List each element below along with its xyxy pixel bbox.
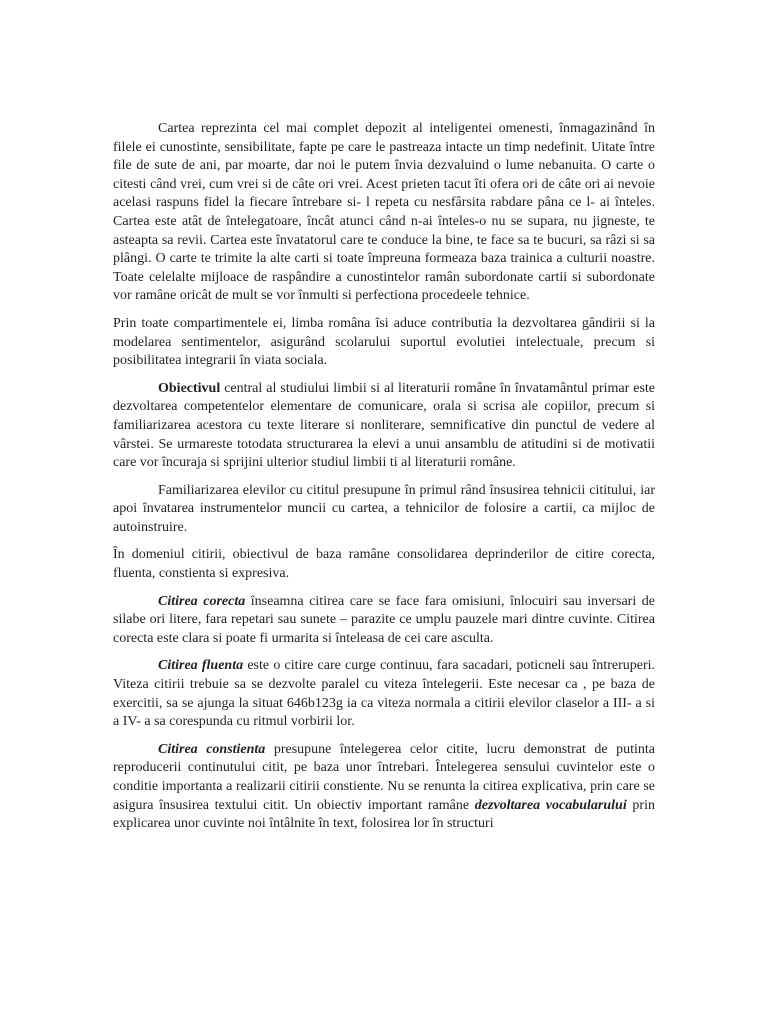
paragraph [113, 593, 655, 649]
text-segment: Citirea corecta [158, 593, 246, 609]
text-segment: În domeniul citirii, obiectivul de baza ramâne consolidarea deprinderilor de citire corecta, fluenta, constienta si expresiva. [113, 547, 655, 582]
paragraph [113, 380, 655, 473]
text-segment: dezvoltarea vocabularului [474, 797, 627, 813]
text-segment: Citirea constienta [158, 741, 266, 757]
paragraph [113, 741, 655, 834]
text-segment: prin explicarea unor cuvinte noi întâlnite în text, folosirea lor în structuri [113, 797, 655, 832]
paragraph [113, 546, 655, 583]
paragraph [113, 120, 655, 306]
paragraph [113, 315, 655, 371]
text-segment: central al studiului limbii si al literaturii române în învatamântul primar este dezvoltarea competentelor elementare de comunicare, orala si scrisa ale copiilor, precum si familiarizarea acestora cu texte literare si nonliterare, semnificative din punctul de vedere al vârstei. Se urmareste totodata structurarea la elevi a unui ansamblu de atitudini si de motivatii care vor încuraja si sprijini ulterior studiul limbii ti al literaturii române. [113, 380, 655, 471]
text-segment: înseamna citirea care se face fara omisiuni, înlocuiri sau inversari de silabe ori litere, fara repetari sau sunete – parazite ce umplu pauzele mari dintre cuvinte. Citirea corecta este clara si poate fi urmarita si înteleasa de cei care asculta. [113, 593, 655, 646]
paragraph [113, 482, 655, 538]
text-segment: Cartea reprezinta cel mai complet depozit al inteligentei omenesti, înmagazinând în filele ei cunostinte, sensibilitate, fapte pe care le pastreaza intacte un timp nedefinit. Uitate între file de sute de ani, par moarte, dar noi le putem învia dezvaluind o lume nebanuita. O carte o citesti când vrei, cum vrei si de câte ori vrei. Acest prieten tacut îti ofera ori de câte ori ai nevoie acelasi raspuns fidel la fiecare întrebare si- l repeta cu nesfârsita rabdare pâna ce l- ai înteles. Cartea este atât de întelegatoare, încât atunci când n-ai înteles-o nu se supara, nu jigneste, te asteapta sa revii. Cartea este învatatorul care te conduce la bine, te face sa te bucuri, sa râzi si sa plângi. O carte te trimite la alte carti si toate împreuna formeaza baza trainica a culturii noastre. Toate celelalte mijloace de raspândire a cunostintelor ramân subordonate cartii si subordonate vor ramâne oricât de mult se vor înmulti si perfectiona procedeele tehnice. [113, 121, 655, 304]
text-segment: Familiarizarea elevilor cu cititul presupune în primul rând însusirea tehnicii cititului, iar apoi învatarea instrumentelor muncii cu cartea, a tehnicilor de folosire a cartii, ca mijloc de autoinstruire. [113, 482, 655, 535]
document-body [113, 120, 655, 834]
text-segment: este o citire care curge continuu, fara sacadari, poticneli sau întreruperi. Viteza citirii trebuie sa se dezvolte paralel cu viteza întelegerii. Este necesar ca , pe baza de exercitii, sa se ajunga la situat 646b123g ia ca viteza normala a citirii elevilor claselor a III- a si a IV- a sa corespunda cu ritmul vorbirii lor. [113, 658, 655, 730]
text-segment: Citirea fluenta [158, 658, 244, 674]
text-segment: Obiectivul [158, 380, 221, 396]
text-segment: Prin toate compartimentele ei, limba româna îsi aduce contributia la dezvoltarea gândirii si la modelarea sentimentelor, asigurând scolarului suportul evolutiei intelectuale, precum si posibilitatea integrarii în viata sociala. [113, 315, 655, 369]
text-segment: presupune întelegerea celor citite, lucru demonstrat de putinta reproducerii continutului citit, pe baza unor întrebari. Întelegerea sensului cuvintelor este o conditie importanta a realizarii citirii constiente. Nu se renunta la citirea explicativa, prin care se asigura însusirea textului citit. Un obiectiv important ramâne [113, 741, 655, 813]
paragraph [113, 657, 655, 731]
